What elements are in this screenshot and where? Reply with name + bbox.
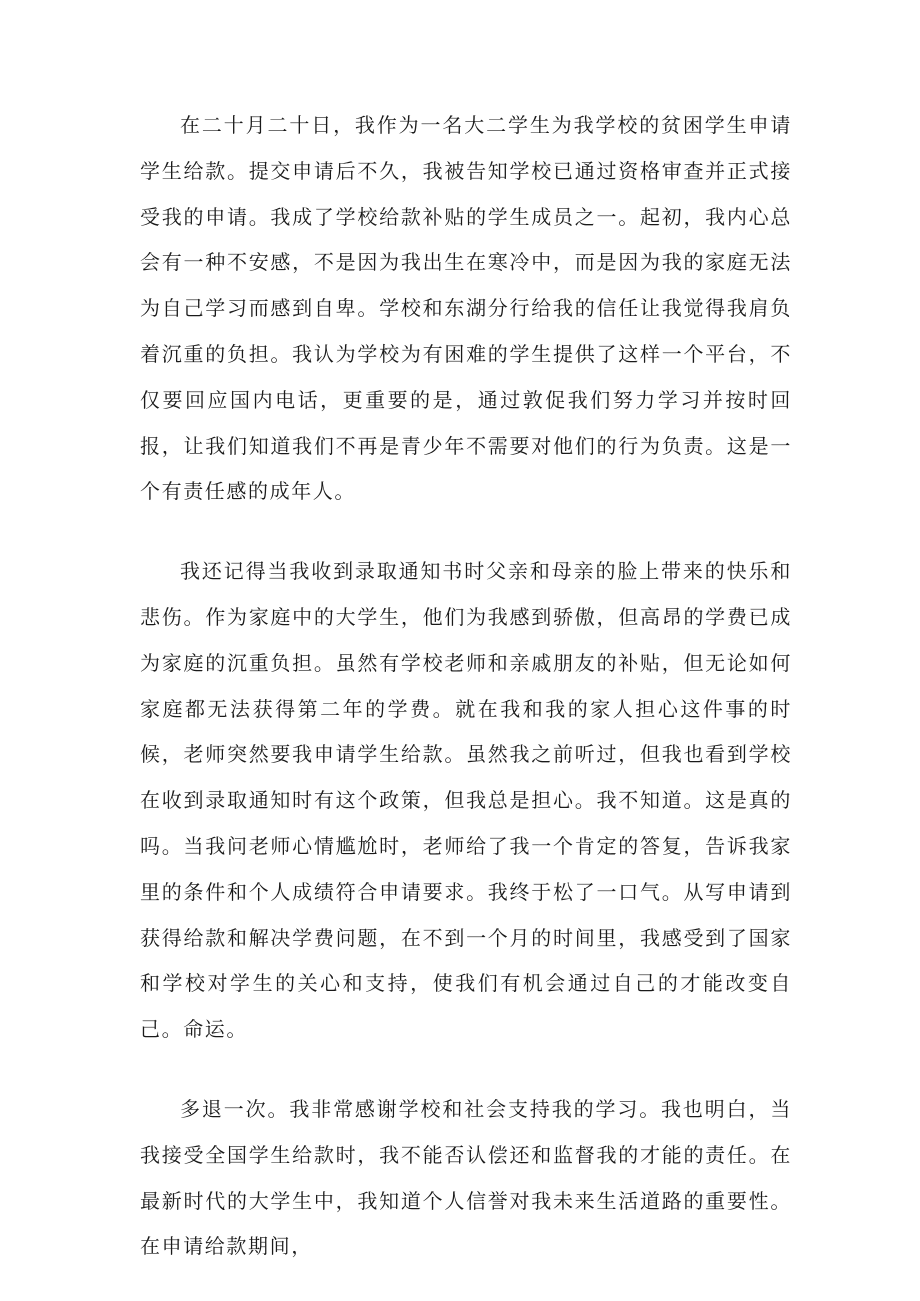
paragraph-3: 多退一次。我非常感谢学校和社会支持我的学习。我也明白，当我接受全国学生给款时，我不能否认偿还和监督我的才能的责任。在最新时代的大学生中，我知道个人信誉对我未来生活道路的重要性。在申请给款期间，: [140, 1096, 792, 1259]
document-body: [140, 103, 792, 1270]
paragraph-1: 在二十月二十日，我作为一名大二学生为我学校的贫困学生申请学生给款。提交申请后不久，我被告知学校已通过资格审查并正式接受我的申请。我成了学校给款补贴的学生成员之一。起初，我内心总会有一种不安感，不是因为我出生在寒冷中，而是因为我的家庭无法为自己学习而感到自卑。学校和东湖分行给我的信任让我觉得我肩负着沉重的负担。我认为学校为有困难的学生提供了这样一个平台，不仅要回应国内电话，更重要的是，通过敦促我们努力学习并按时回报，让我们知道我们不再是青少年不需要对他们的行为负责。这是一个有责任感的成年人。: [140, 113, 792, 504]
paragraph-2: 我还记得当我收到录取通知书时父亲和母亲的脸上带来的快乐和悲伤。作为家庭中的大学生，他们为我感到骄傲，但高昂的学费已成为家庭的沉重负担。虽然有学校老师和亲戚朋友的补贴，但无论如何家庭都无法获得第二年的学费。就在我和我的家人担心这件事的时候，老师突然要我申请学生给款。虽然我之前听过，但我也看到学校在收到录取通知时有这个政策，但我总是担心。我不知道。这是真的吗。当我问老师心情尴尬时，老师给了我一个肯定的答复，告诉我家里的条件和个人成绩符合申请要求。我终于松了一口气。从写申请到获得给款和解决学费问题，在不到一个月的时间里，我感受到了国家和学校对学生的关心和支持，使我们有机会通过自己的才能改变自己。命运。: [140, 559, 792, 1042]
